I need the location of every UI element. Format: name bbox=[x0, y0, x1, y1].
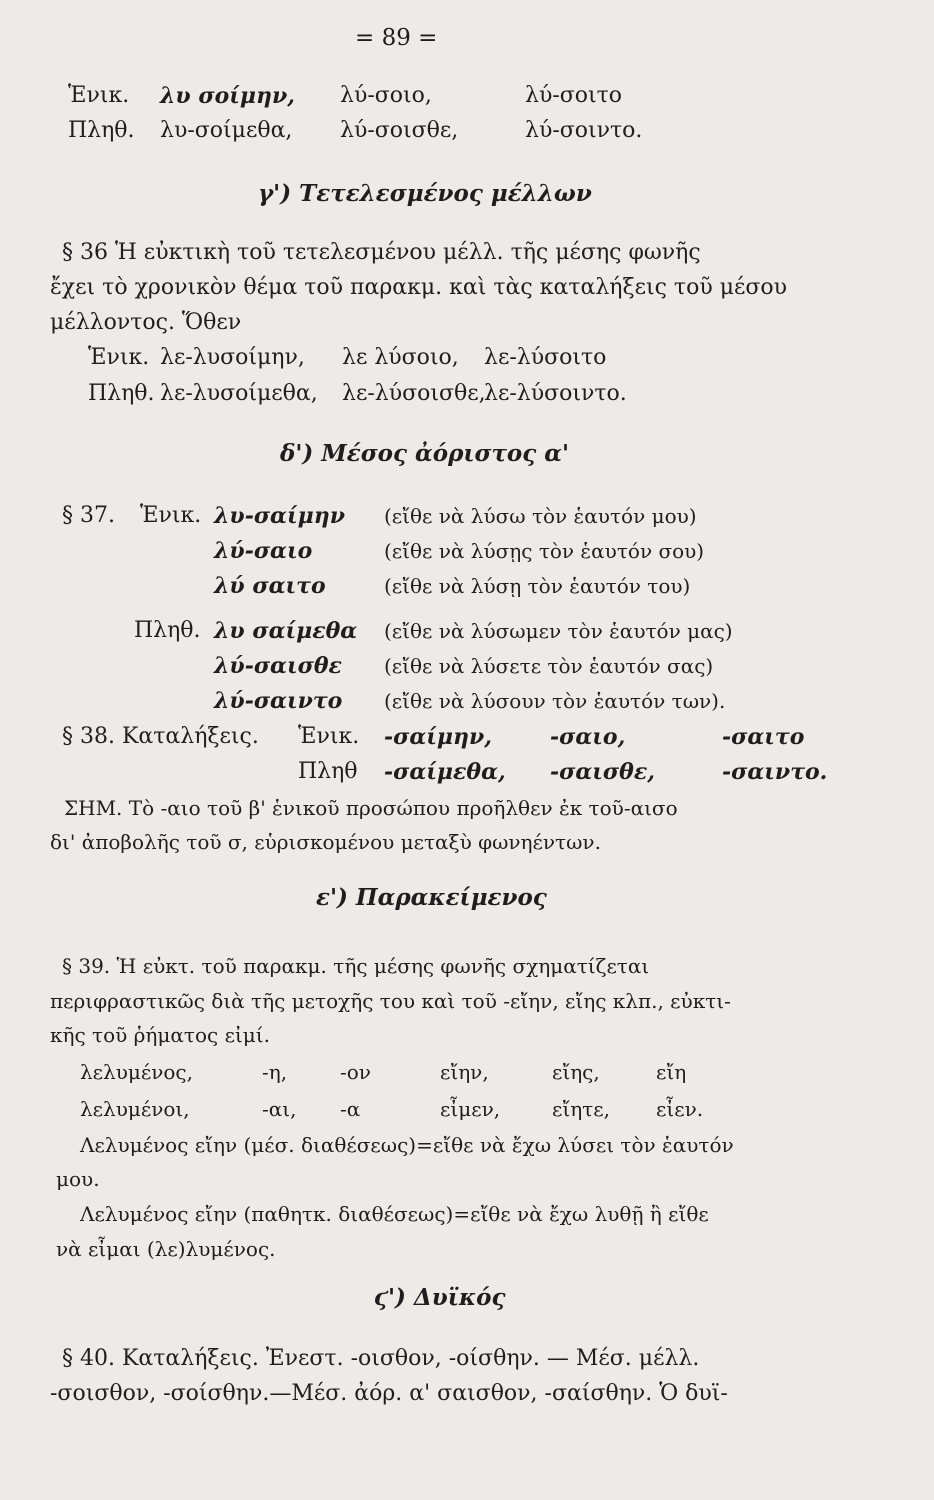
form-cell: λύ-σαισθε bbox=[214, 653, 342, 679]
section-heading-dual: ϛ') Δυϊκός bbox=[374, 1284, 506, 1311]
text-line: περιφραστικῶς διὰ τῆς μετοχῆς του καὶ τοῦ -εἴην, εἴης κλπ., εὐκτι- bbox=[50, 989, 731, 1013]
paradigm-cell: -α bbox=[340, 1097, 361, 1121]
text-line: Λελυμένος εἴην (μέσ. διαθέσεως)=εἴθε νὰ ἔχω λύσει τὸν ἑαυτόν bbox=[80, 1133, 734, 1157]
ending-cell: -σαίμην, bbox=[384, 724, 492, 750]
text-line: ἔχει τὸ χρονικὸν θέμα τοῦ παρακμ. καὶ τὰς καταλήξεις τοῦ μέσου bbox=[50, 275, 788, 300]
note-line: δι' ἀποβολῆς τοῦ σ, εὑρισκομένου μεταξὺ φωνηέντων. bbox=[50, 830, 601, 854]
form-cell: λυ-σοίμεθα, bbox=[160, 118, 293, 143]
form-cell: λε-λύσοιντο. bbox=[484, 381, 627, 406]
paradigm-cell: εἴη bbox=[656, 1060, 687, 1084]
paragraph-number: § 37. bbox=[62, 503, 115, 528]
number-label-singular: Ἑνικ. bbox=[88, 345, 150, 370]
paragraph-38-label: § 38. Καταλήξεις. bbox=[62, 724, 259, 749]
gloss-cell: (εἴθε νὰ λύσω τὸν ἑαυτόν μου) bbox=[384, 504, 697, 528]
form-cell: λύ σαιτο bbox=[214, 573, 326, 599]
paradigm-cell: εἶμεν, bbox=[440, 1097, 501, 1121]
form-cell: λυ σοίμην, bbox=[160, 83, 295, 109]
number-label-singular: Ἑνικ. bbox=[298, 724, 360, 749]
form-cell: λε-λύσοισθε, bbox=[342, 381, 486, 406]
form-cell: λύ-σαιντο bbox=[214, 688, 343, 714]
form-cell: λε-λυσοίμεθα, bbox=[160, 381, 318, 406]
gloss-cell: (εἴθε νὰ λύσῃς τὸν ἑαυτόν σου) bbox=[384, 539, 705, 563]
number-label-plural: Πληθ bbox=[298, 759, 358, 784]
form-cell: λυ-σαίμην bbox=[214, 503, 345, 529]
text-line: § 39. Ἡ εὐκτ. τοῦ παρακμ. τῆς μέσης φωνῆς σχηματίζεται bbox=[62, 954, 650, 978]
gloss-cell: (εἴθε νὰ λύσουν τὸν ἑαυτόν των). bbox=[384, 689, 726, 713]
form-cell: λε λύσοιο, bbox=[342, 345, 459, 370]
ending-cell: -σαιντο. bbox=[722, 759, 828, 785]
paradigm-cell: εἴητε, bbox=[552, 1097, 610, 1121]
form-cell: λε-λυσοίμην, bbox=[160, 345, 305, 370]
text-line: νὰ εἶμαι (λε)λυμένος. bbox=[56, 1237, 276, 1261]
paradigm-cell: -αι, bbox=[262, 1097, 297, 1121]
paradigm-cell: εἴης, bbox=[552, 1060, 600, 1084]
gloss-cell: (εἴθε νὰ λύσετε τὸν ἑαυτόν σας) bbox=[384, 654, 714, 678]
text-line: § 40. Καταλήξεις. Ἐνεστ. -οισθον, -οίσθην. — Μέσ. μέλλ. bbox=[62, 1346, 700, 1371]
section-heading-gamma: γ') Τετελεσμένος μέλλων bbox=[258, 180, 592, 207]
ending-cell: -σαισθε, bbox=[550, 759, 655, 785]
page-number: = 89 = bbox=[355, 25, 438, 51]
text-line: Λελυμένος εἴην (παθητκ. διαθέσεως)=εἴθε νὰ ἔχω λυθῇ ἢ εἴθε bbox=[80, 1202, 709, 1226]
number-label-plural: Πληθ. bbox=[88, 381, 155, 406]
text-line: μου. bbox=[56, 1167, 100, 1191]
form-cell: λύ-σοισθε, bbox=[340, 118, 459, 143]
gloss-cell: (εἴθε νὰ λύσῃ τὸν ἑαυτόν του) bbox=[384, 574, 691, 598]
paradigm-cell: εἶεν. bbox=[656, 1097, 704, 1121]
ending-cell: -σαίμεθα, bbox=[384, 759, 506, 785]
paradigm-cell: -η, bbox=[262, 1060, 288, 1084]
ending-cell: -σαιτο bbox=[722, 724, 805, 750]
form-cell: λύ-σαιο bbox=[214, 538, 313, 564]
form-cell: λύ-σοιο, bbox=[340, 83, 432, 108]
note-line: ΣΗΜ. Τὸ -αιο τοῦ β' ἑνικοῦ προσώπου προῆλθεν ἐκ τοῦ-αισο bbox=[64, 796, 678, 820]
gloss-cell: (εἴθε νὰ λύσωμεν τὸν ἑαυτόν μας) bbox=[384, 619, 733, 643]
ending-cell: -σαιο, bbox=[550, 724, 626, 750]
form-cell: λε-λύσοιτο bbox=[484, 345, 607, 370]
number-label-singular: Ἑνικ. bbox=[68, 83, 130, 108]
text-line: § 36 Ἡ εὐκτικὴ τοῦ τετελεσμένου μέλλ. τῆς μέσης φωνῆς bbox=[62, 240, 701, 265]
text-line: -σοισθον, -σοίσθην.—Μέσ. ἀόρ. α' σαισθον, -σαίσθην. Ὁ δυϊ- bbox=[50, 1381, 728, 1406]
paradigm-cell: εἴην, bbox=[440, 1060, 489, 1084]
form-cell: λύ-σοιντο. bbox=[525, 118, 643, 143]
text-line: κῆς τοῦ ῥήματος εἰμί. bbox=[50, 1023, 270, 1047]
paradigm-cell: -ον bbox=[340, 1060, 371, 1084]
text-line: μέλλοντος. Ὅθεν bbox=[50, 310, 242, 335]
paradigm-cell: λελυμένος, bbox=[80, 1060, 193, 1084]
section-heading-epsilon: ε') Παρακείμενος bbox=[316, 884, 547, 911]
paradigm-cell: λελυμένοι, bbox=[80, 1097, 190, 1121]
section-heading-delta: δ') Μέσος ἀόριστος α' bbox=[280, 440, 570, 467]
form-cell: λύ-σοιτο bbox=[525, 83, 623, 108]
number-label-plural: Πληθ. bbox=[68, 118, 135, 143]
number-label-singular: Ἑνικ. bbox=[140, 503, 202, 528]
number-label-plural: Πληθ. bbox=[134, 618, 201, 643]
form-cell: λυ σαίμεθα bbox=[214, 618, 358, 644]
